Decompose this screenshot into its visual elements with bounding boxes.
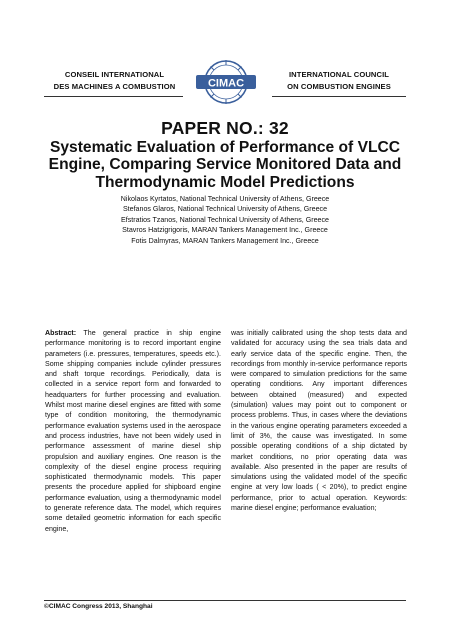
header-right-divider xyxy=(272,96,406,97)
author-line: Efstratios Tzanos, National Technical University of Athens, Greece xyxy=(121,215,329,224)
author-list xyxy=(60,194,390,246)
author-line: Stefanos Glaros, National Technical University of Athens, Greece xyxy=(122,205,328,214)
header-left-line2: DES MACHINES A COMBUSTION xyxy=(53,81,176,91)
abstract-column-right xyxy=(231,328,407,513)
header-right-line1: INTERNATIONAL COUNCIL xyxy=(288,70,390,79)
footer-divider xyxy=(44,600,406,601)
logo-text: CIMAC xyxy=(207,77,245,90)
header-left-divider xyxy=(44,96,183,97)
header-right-line2: ON COMBUSTION ENGINES xyxy=(287,81,391,91)
footer-copyright: ©CIMAC Congress 2013, Shanghai xyxy=(44,603,153,610)
organization-name-english xyxy=(273,69,405,92)
header-left-line1: CONSEIL INTERNATIONAL xyxy=(64,70,165,79)
abstract-text-part1: The general practice in ship engine performance monitoring is to record important engine parameters (i.e. pressures, temperatures, speeds etc.). Some shipping companies include cylinder pressures and shaft torque recordings. Periodically, data is collected in a service report form and forwarded to headquarters for further processing and evaluation. Whilst most marine diesel engines are fitted with some type of condition monitoring, the thermodynamic performance evaluation systems used in the aerospace and process industries, have not been widely used in performance assessment of marine diesel ship propulsion and auxiliary engines. One reason is the complexity of the diesel engine process requiring sophisticated thermodynamic models. This paper presents the procedure applied for shipboard engine performance evaluation, using a thermodynamic model to generate reference data. The model, which requires some detailed geometric information for each specific engine, xyxy=(45,329,222,533)
paper-title: Systematic Evaluation of Performance of VLCC Engine, Comparing Service Monitored Data and Thermodynamic Model Predictions xyxy=(48,139,402,191)
author-line: Stavros Hatzigrigoris, MARAN Tankers Management Inc., Greece xyxy=(122,226,328,235)
author-line: Fotis Dalmyras, MARAN Tankers Management Inc., Greece xyxy=(131,236,319,245)
abstract-label: Abstract: xyxy=(45,329,77,337)
abstract-text-part2: was initially calibrated using the shop tests data and validated for accuracy using the sea trials data and early service data of the specific engine. Then, the recordings from monthly in-service performance reports were compared to simulation predictions for the same operating conditions. Any important differences between obtained (measured) and expected (simulation) values may point out to component or process problems. Thus, in cases where the deviations in the various engine operating parameters exceeded a limit of 3%, the cause was investigated. In some possible operating conditions of a ship dictated by market conditions, no prior operating data was available. Also presented in the paper are results of simulations using the validated model of the specific engine at very low loads ( < 20%), to predict engine performance, prior to actual operation. Keywords: marine diesel engine; performance evaluation; xyxy=(231,329,407,513)
organization-name-french xyxy=(47,69,182,92)
author-line: Nikolaos Kyrtatos, National Technical University of Athens, Greece xyxy=(120,195,330,203)
cimac-logo-icon xyxy=(190,57,262,107)
paper-number: PAPER NO.: 32 xyxy=(161,118,289,138)
abstract-column-left xyxy=(45,328,221,534)
